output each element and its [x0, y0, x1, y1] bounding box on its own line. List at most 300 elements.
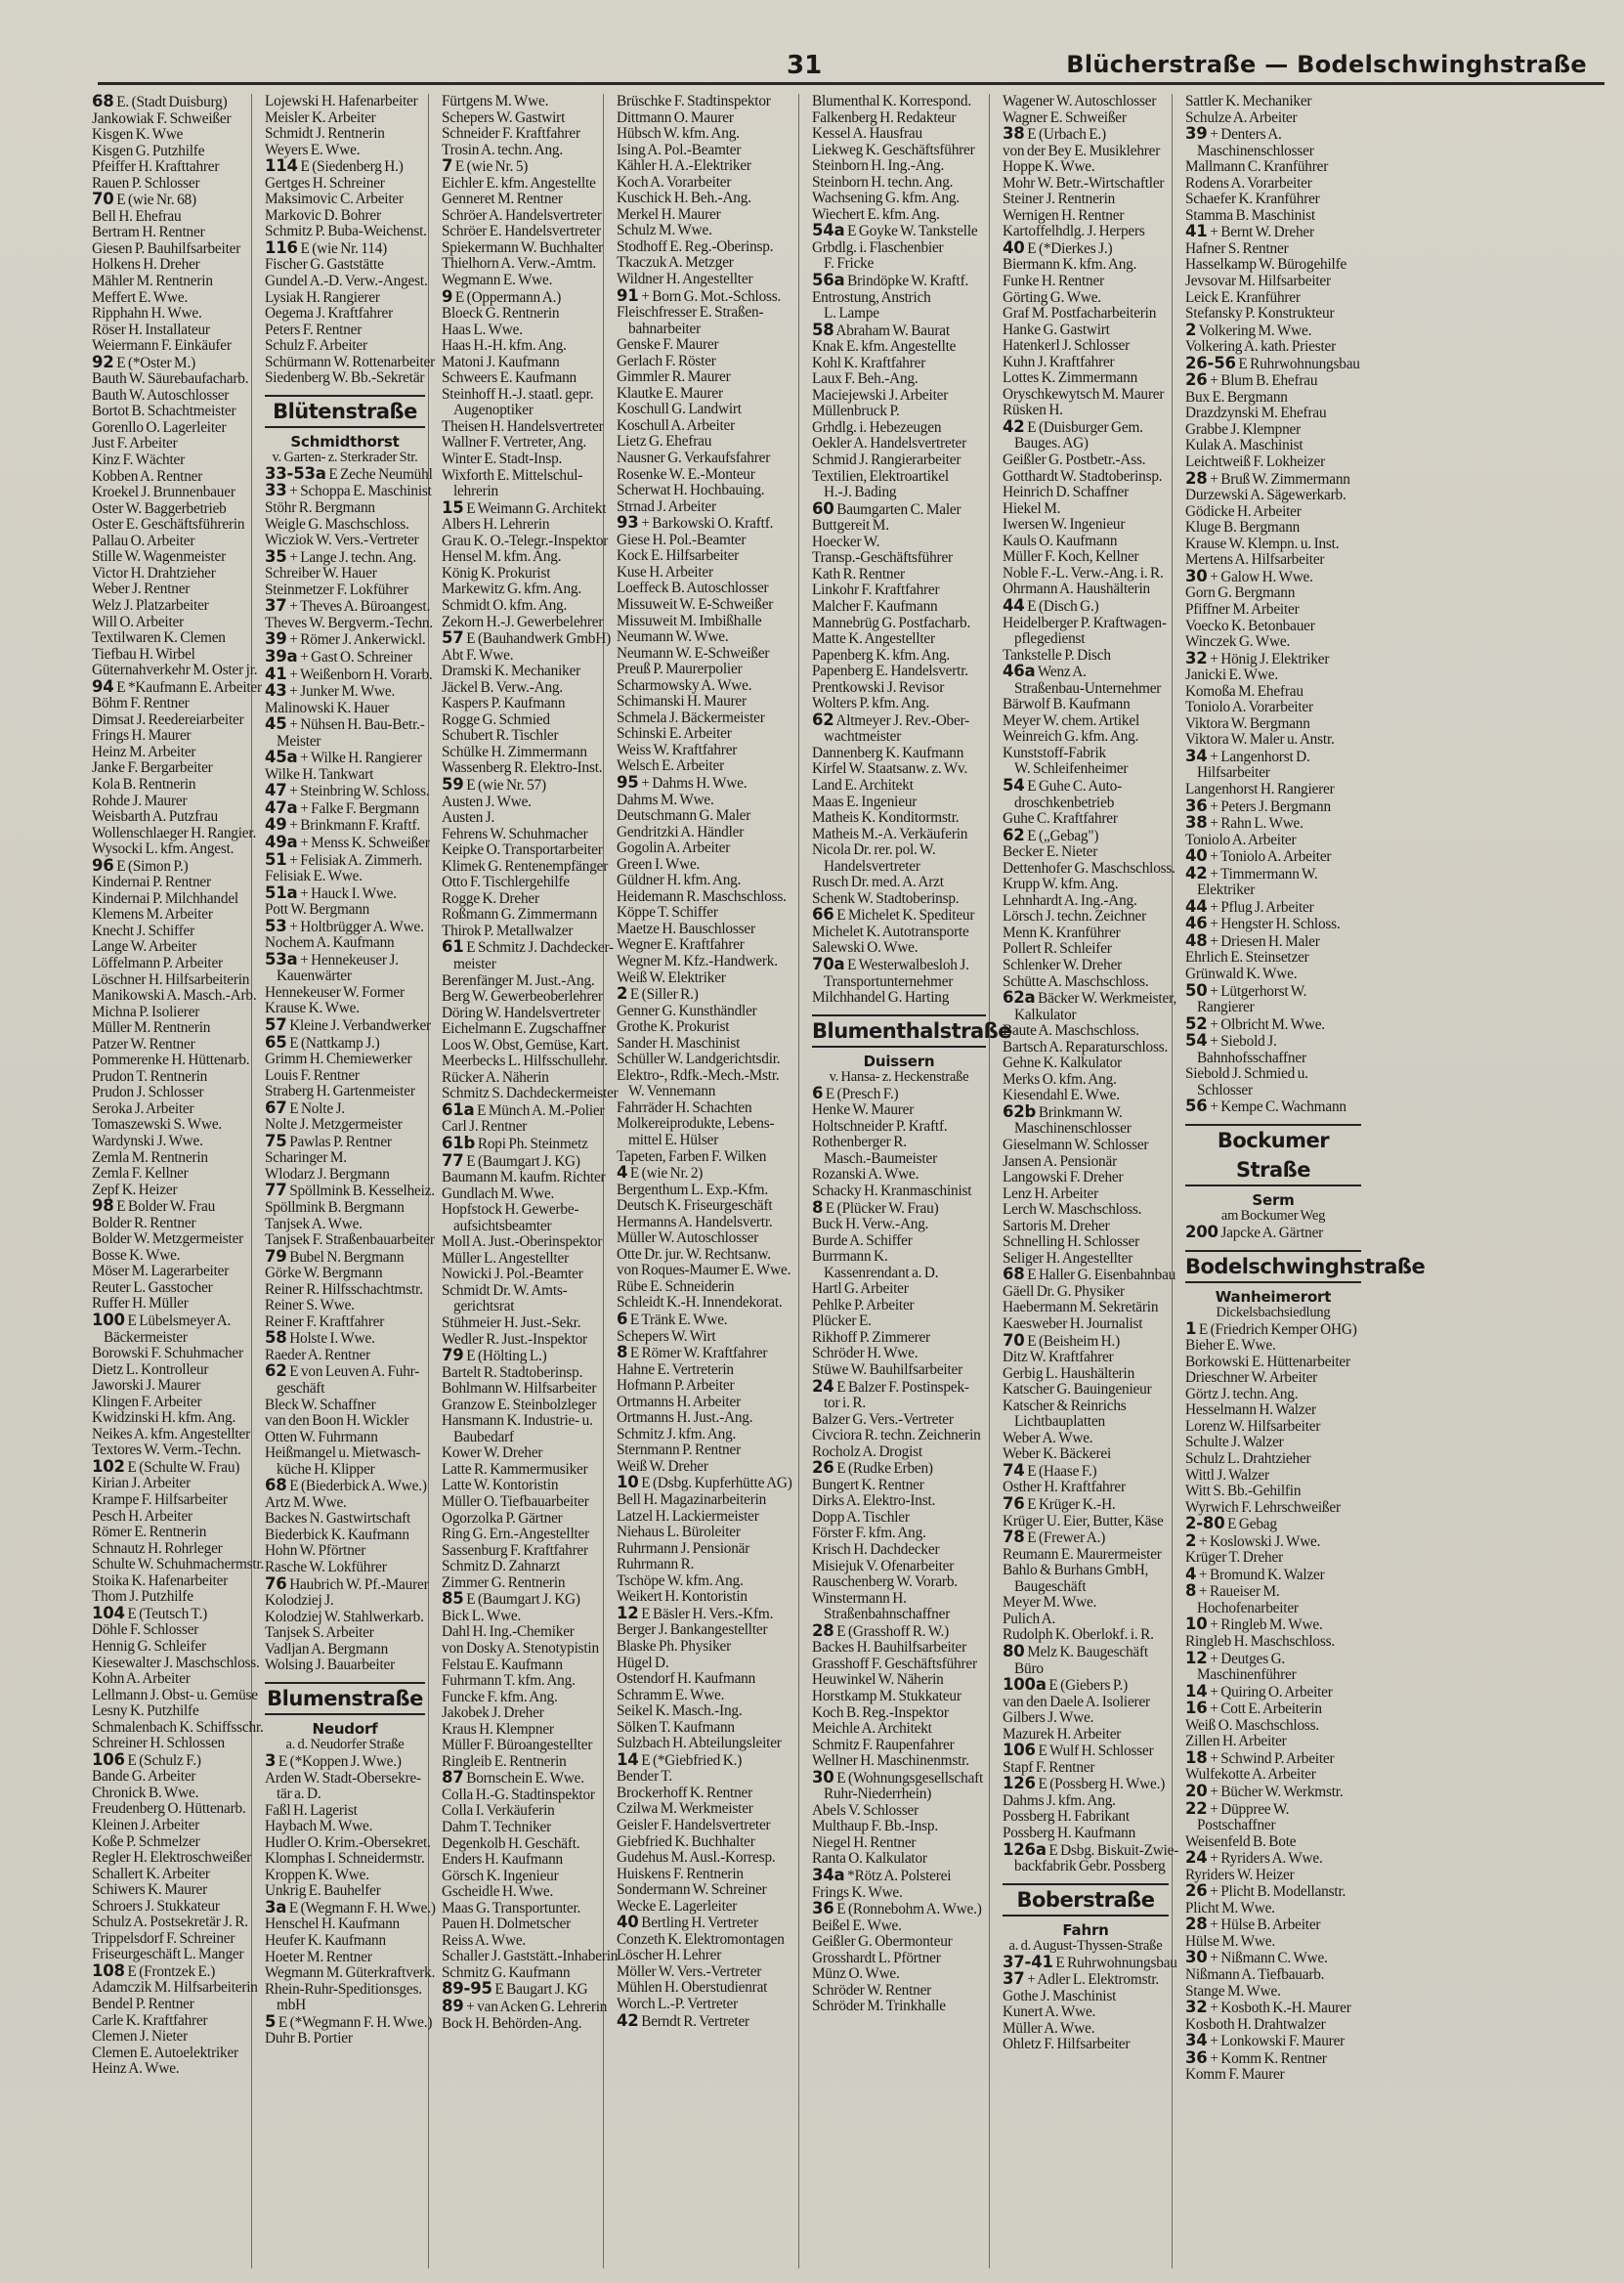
- directory-entry: [1003, 452, 1169, 469]
- entry-continuation: [265, 1462, 425, 1479]
- house-number: 2: [617, 984, 628, 1004]
- directory-entry: [92, 696, 248, 712]
- entry-text: Meister: [277, 732, 321, 750]
- entry-text: E Bäsler H. Vers.-Kfm.: [641, 1605, 774, 1622]
- directory-entry: [1003, 485, 1169, 501]
- directory-entry: [812, 1376, 986, 1397]
- entry-text: E Münch A. M.-Polier: [477, 1101, 605, 1119]
- directory-entry: [265, 1883, 425, 1900]
- entry-continuation: [812, 729, 986, 746]
- entry-continuation: [812, 1151, 986, 1168]
- entry-text: Zemla F. Kellner: [92, 1165, 189, 1183]
- entry-text: Ostendorf H. Kaufmann: [617, 1670, 756, 1688]
- directory-entry: [442, 827, 600, 843]
- directory-entry: [1003, 1366, 1169, 1383]
- entry-text: Volkering A. kath. Priester: [1185, 338, 1337, 356]
- entry-text: Prudon J. Schlosser: [92, 1084, 204, 1101]
- directory-entry: [265, 614, 433, 632]
- directory-entry: [617, 840, 795, 857]
- directory-entry: [1003, 290, 1169, 307]
- directory-entry: [442, 628, 611, 648]
- directory-entry: [265, 1413, 425, 1430]
- entry-text: Wixforth E. Mittelschul-: [442, 466, 583, 484]
- directory-entry: [812, 680, 986, 697]
- directory-entry: [812, 875, 986, 891]
- directory-entry: [617, 905, 795, 922]
- entry-text: Otten W. Fuhrmann: [265, 1428, 378, 1445]
- directory-entry: [442, 841, 603, 859]
- entry-text: + Felisiak A. Zimmerh.: [289, 851, 423, 869]
- entry-text: E Nolte J.: [289, 1099, 345, 1117]
- entry-text: Zillen H. Arbeiter: [1185, 1733, 1287, 1750]
- directory-entry: [617, 646, 795, 663]
- directory-entry: [1185, 1718, 1361, 1735]
- directory-entry: [442, 126, 600, 143]
- directory-entry: [442, 355, 600, 371]
- directory-entry: [617, 1589, 795, 1606]
- entry-text: E (Haase F.): [1027, 1462, 1097, 1480]
- directory-entry: [265, 949, 425, 969]
- house-number: 80: [1003, 1641, 1025, 1660]
- entry-text: Baute A. Maschschloss.: [1003, 1022, 1139, 1040]
- directory-entry: [265, 1231, 435, 1249]
- house-number: 62: [812, 710, 834, 729]
- entry-text: Lenz H. Arbeiter: [1003, 1185, 1099, 1202]
- entry-text: Steinhoff H.-J. staatl. gepr.: [442, 385, 594, 403]
- directory-entry: [92, 1231, 248, 1248]
- entry-text: Liekweg K. Geschäftsführer: [812, 141, 975, 158]
- directory-entry: [92, 338, 248, 355]
- directory-entry: [442, 1332, 600, 1349]
- entry-text: Thirok P. Metallwalzer: [442, 922, 574, 939]
- directory-entry: [812, 1966, 986, 1983]
- directory-entry: [442, 745, 600, 761]
- entry-text: Schröder W. Rentner: [812, 1981, 932, 1999]
- directory-entry: [442, 1917, 600, 1933]
- directory-entry: [265, 257, 425, 274]
- directory-entry: [812, 1803, 986, 1820]
- entry-text: Kock E. Hilfsarbeiter: [617, 547, 740, 565]
- entry-text: lehrerin: [453, 483, 498, 500]
- directory-entry: [442, 1150, 600, 1171]
- entry-text: Schröer A. Handelsvertreter: [442, 206, 602, 224]
- entry-text: Hübsch W. kfm. Ang.: [617, 125, 740, 143]
- directory-entry: [1185, 2000, 1361, 2017]
- directory-entry: [1185, 916, 1361, 933]
- entry-text: Bolder R. Rentner: [92, 1214, 196, 1231]
- entry-text: Manikowski A. Masch.-Arb.: [92, 987, 257, 1005]
- directory-entry: [265, 1200, 425, 1217]
- entry-text: Kindernai P. Rentner: [92, 874, 211, 891]
- entry-text: Guhe C. Kraftfahrer: [1003, 810, 1118, 828]
- directory-entry: [442, 795, 600, 811]
- directory-entry: [812, 1346, 986, 1362]
- directory-entry: [617, 1509, 795, 1526]
- directory-entry: [617, 1312, 795, 1329]
- entry-continuation: [617, 322, 795, 338]
- entry-text: + Rahn L. Wwe.: [1210, 815, 1303, 833]
- directory-entry: [617, 1964, 795, 1981]
- directory-entry: [617, 1850, 795, 1867]
- directory-entry: [92, 420, 248, 437]
- directory-entry: [617, 1230, 795, 1247]
- entry-text: Grünwald K. Wwe.: [1185, 965, 1298, 982]
- directory-entry: [1185, 1634, 1361, 1651]
- directory-entry: [1185, 716, 1361, 733]
- entry-text: + Langenhorst D.: [1210, 748, 1310, 765]
- directory-entry: [92, 501, 248, 518]
- entry-text: + Steinbring W. Schloss.: [289, 783, 430, 800]
- directory-entry: [442, 1884, 600, 1901]
- house-number: 40: [1003, 237, 1025, 257]
- entry-text: Kohl K. Kraftfahrer: [812, 354, 926, 371]
- entry-text: Bärwolf B. Kaufmann: [1003, 696, 1131, 713]
- directory-entry: [92, 891, 248, 908]
- directory-entry: [1185, 390, 1361, 407]
- directory-entry: [617, 337, 795, 354]
- directory-entry: [617, 451, 795, 467]
- entry-text: mittel E. Hülser: [628, 1132, 719, 1148]
- house-number: 42: [617, 2010, 639, 2030]
- directory-entry: [812, 761, 986, 778]
- entry-text: Siedenberg W. Bb.-Sekretär: [265, 369, 425, 387]
- entry-text: + Dahms H. Wwe.: [641, 774, 748, 792]
- house-number: 89-95: [442, 1979, 492, 1999]
- directory-entry: [92, 615, 248, 631]
- house-number: 87: [442, 1768, 464, 1788]
- directory-entry: [1185, 1883, 1361, 1901]
- entry-text: Wagner E. Schweißer: [1003, 108, 1127, 126]
- directory-entry: [812, 1705, 986, 1722]
- entry-text: Berenfänger M. Just.-Ang.: [442, 971, 595, 989]
- directory-entry: [442, 1658, 600, 1674]
- entry-text: E (Duisburger Gem.: [1027, 418, 1143, 436]
- directory-entry: [265, 110, 425, 127]
- entry-text: Mazurek H. Arbeiter: [1003, 1725, 1122, 1743]
- directory-entry: [1003, 1677, 1169, 1695]
- directory-entry: [442, 907, 600, 924]
- entry-text: Dirks A. Elektro-Inst.: [812, 1492, 936, 1510]
- directory-entry: [1003, 176, 1169, 193]
- directory-entry: [812, 1478, 986, 1494]
- entry-continuation: [617, 1133, 795, 1149]
- directory-entry: [1003, 257, 1169, 274]
- entry-text: Klimek G. Rentenempfänger: [442, 857, 609, 875]
- directory-entry: [1003, 1284, 1169, 1301]
- entry-text: Weber A. Wwe.: [1003, 1429, 1093, 1446]
- entry-text: Heidemann R. Maschschloss.: [617, 887, 787, 905]
- house-number: 30: [812, 1767, 834, 1787]
- directory-entry: [92, 1818, 248, 1834]
- directory-entry: [1003, 1023, 1169, 1040]
- directory-entry: [92, 371, 248, 388]
- house-number: 12: [1185, 1648, 1208, 1667]
- directory-entry: [1185, 126, 1361, 144]
- entry-text: Backes N. Gastwirtschaft: [265, 1510, 411, 1528]
- entry-continuation: [442, 484, 600, 500]
- directory-entry: [265, 2031, 425, 2047]
- entry-text: Winter E. Stadt-Insp.: [442, 451, 563, 468]
- directory-entry: [442, 1267, 600, 1283]
- house-number: 50: [1185, 980, 1208, 1000]
- directory-entry: [812, 1428, 986, 1444]
- directory-entry: [1185, 1355, 1361, 1371]
- entry-text: Weiß W. Elektriker: [617, 969, 726, 986]
- house-number: 32: [1185, 648, 1208, 668]
- house-number: 34a: [812, 1865, 845, 1884]
- directory-entry: [442, 1852, 600, 1869]
- entry-text: Buttgereit M.: [812, 517, 889, 535]
- directory-entry: [1185, 863, 1361, 883]
- directory-entry: [1185, 930, 1361, 951]
- column-5: [812, 93, 1011, 2268]
- entry-continuation: [1185, 144, 1361, 160]
- entry-text: Misiejuk V. Ofenarbeiter: [812, 1557, 955, 1574]
- entry-text: Rudolph K. Oberlokf. i. R.: [1003, 1626, 1154, 1644]
- entry-text: Haas L. Wwe.: [442, 321, 523, 338]
- entry-text: E (Siller R.): [629, 986, 699, 1004]
- entry-continuation: [812, 974, 986, 991]
- directory-entry: [442, 497, 607, 518]
- house-number: 60: [812, 498, 834, 518]
- entry-text: Holste I. Wwe.: [289, 1330, 375, 1348]
- entry-text: Kinz F. Wächter: [92, 452, 186, 469]
- house-number: 70: [1003, 1330, 1025, 1350]
- entry-text: Schmidt O. kfm. Ang.: [442, 596, 568, 614]
- directory-entry: [1003, 208, 1169, 225]
- directory-entry: [617, 1834, 795, 1851]
- house-number: 20: [1185, 1781, 1208, 1800]
- entry-text: Beißel E. Wwe.: [812, 1917, 902, 1934]
- entry-text: Güldner H. kfm. Ang.: [617, 872, 742, 889]
- street-heading: Bodelschwinghstraße: [1185, 1250, 1361, 1283]
- entry-text: Hahne E. Vertreterin: [617, 1360, 734, 1378]
- entry-text: van den Daele A. Isolierer: [1003, 1693, 1150, 1710]
- directory-entry: [1003, 844, 1169, 861]
- entry-text: Zemla M. Rentnerin: [92, 1148, 208, 1166]
- directory-entry: [92, 274, 248, 290]
- entry-text: E Haller G. Eisenbahnbau: [1027, 1267, 1176, 1284]
- directory-entry: [1003, 566, 1169, 582]
- directory-entry: [442, 306, 600, 323]
- directory-entry: [1185, 488, 1361, 504]
- entry-text: + Theves A. Büroangest.: [289, 598, 431, 616]
- entry-continuation: [1003, 1414, 1169, 1431]
- entry-text: Stodhoff E. Reg.-Oberinsp.: [617, 237, 774, 255]
- directory-entry: [92, 257, 248, 274]
- entry-continuation: [1003, 1008, 1169, 1024]
- directory-entry: [92, 1573, 248, 1590]
- entry-text: Wilke H. Tankwart: [265, 765, 374, 783]
- entry-text: Schubert R. Tischler: [442, 727, 559, 745]
- entry-text: Drieschner W. Arbeiter: [1185, 1369, 1318, 1387]
- directory-entry: [1003, 1563, 1169, 1579]
- directory-entry: [92, 388, 248, 405]
- directory-entry: [1185, 1934, 1361, 1951]
- directory-entry: [442, 1462, 600, 1479]
- house-number: 52: [1185, 1013, 1208, 1033]
- directory-entry: [1185, 1950, 1361, 1967]
- entry-text: Lellmann J. Obst- u. Gemüse: [92, 1686, 258, 1703]
- entry-text: Kirfel W. Staatsanw. z. Wv.: [812, 760, 968, 778]
- directory-entry: [442, 1233, 603, 1251]
- house-number: 54: [1003, 775, 1025, 795]
- entry-text: E (Ronnebohm A. Wwe.): [836, 1901, 982, 1918]
- entry-text: Trosin A. techn. Ang.: [442, 141, 563, 158]
- directory-entry: [442, 1169, 606, 1186]
- directory-entry: [265, 1610, 425, 1626]
- entry-text: Janke F. Bergarbeiter: [92, 759, 213, 777]
- entry-text: H.-J. Bading: [824, 484, 897, 501]
- entry-text: Rübe E. Schneiderin: [617, 1277, 735, 1295]
- entry-text: Bungert K. Rentner: [812, 1476, 924, 1493]
- directory-entry: [1185, 1767, 1361, 1784]
- entry-text: Schulz M. Wwe.: [617, 222, 712, 239]
- directory-entry: [1003, 1186, 1169, 1203]
- entry-continuation: [1185, 1818, 1361, 1834]
- entry-text: Papenberg K. kfm. Ang.: [812, 646, 951, 664]
- directory-entry: [265, 1001, 425, 1017]
- entry-text: Klautke E. Maurer: [617, 384, 723, 402]
- entry-text: Stüwe W. Bauhilfsarbeiter: [812, 1361, 963, 1379]
- house-number: 79: [265, 1246, 287, 1266]
- entry-text: E Römer W. Kraftfahrer: [629, 1345, 768, 1362]
- entry-text: Koschull G. Landwirt: [617, 401, 742, 418]
- directory-entry: [1185, 1798, 1361, 1819]
- entry-text: Tankstelle P. Disch: [1003, 646, 1111, 664]
- entry-text: Gudehus M. Ausl.-Korresp.: [617, 1849, 776, 1867]
- entry-text: Loeffeck B. Autoschlosser: [617, 580, 769, 597]
- directory-entry: [442, 94, 600, 110]
- entry-text: Fehrens W. Schuhmacher: [442, 825, 588, 842]
- directory-entry: [92, 1198, 248, 1216]
- house-number: 46: [1185, 914, 1208, 933]
- entry-text: Müllenbruck P.: [812, 403, 900, 420]
- entry-text: Dopp A. Tischler: [812, 1508, 910, 1526]
- directory-entry: [1003, 1776, 1169, 1793]
- entry-text: Mannebrüg G. Postfacharb.: [812, 614, 971, 631]
- entry-text: Bick L. Wwe.: [442, 1607, 522, 1624]
- entry-text: Rusch Dr. med. A. Arzt: [812, 874, 944, 891]
- house-number: 9: [442, 286, 453, 306]
- entry-text: Schulte J. Walzer: [1185, 1434, 1284, 1451]
- directory-entry: [1185, 1781, 1361, 1801]
- entry-text: Görting G. Wwe.: [1003, 288, 1101, 306]
- entry-text: + Born G. Mot.-Schloss.: [641, 287, 782, 305]
- entry-text: Löscher H. Lehrer: [617, 1947, 722, 1964]
- entry-text: Ruhrmann R.: [617, 1556, 695, 1573]
- directory-entry: [442, 435, 600, 452]
- directory-entry: [1185, 537, 1361, 553]
- directory-entry: [812, 1640, 986, 1657]
- house-number: 24: [1185, 1848, 1208, 1868]
- directory-entry: [442, 452, 600, 468]
- entry-text: E *Kaufmann E. Arbeiter: [116, 678, 262, 696]
- entry-text: Masch.-Baumeister: [824, 1149, 937, 1167]
- entry-text: + Brinkmann F. Kraftf.: [289, 817, 421, 835]
- house-number: 30: [1185, 1948, 1208, 1967]
- entry-text: Hochofenarbeiter: [1197, 1599, 1299, 1616]
- directory-entry: [1185, 208, 1361, 225]
- entry-text: F. Fricke: [824, 255, 875, 273]
- directory-entry: [442, 1036, 609, 1055]
- directory-entry: [442, 875, 600, 891]
- directory-entry: [1185, 1098, 1361, 1116]
- entry-text: Ringleb H. Maschschloss.: [1185, 1633, 1335, 1651]
- directory-entry: [1003, 159, 1169, 176]
- entry-text: Ruhrmann J. Pensionär: [617, 1539, 750, 1557]
- entry-text: E (Baumgart J. KG): [466, 1152, 580, 1170]
- entry-text: Rauen P. Schlosser: [92, 174, 200, 192]
- entry-text: Clemen E. Autoelektriker: [92, 2044, 238, 2061]
- entry-text: bahnarbeiter: [628, 320, 702, 337]
- directory-entry: [265, 323, 425, 339]
- directory-entry: [92, 1183, 248, 1199]
- entry-text: Molkereiprodukte, Lebens-: [617, 1115, 775, 1133]
- directory-entry: [442, 937, 614, 957]
- entry-continuation: [92, 1330, 248, 1347]
- entry-text: Kiesendahl E. Wwe.: [1003, 1087, 1120, 1104]
- page-header: [98, 47, 1604, 85]
- entry-text: Weiss W. Kraftfahrer: [617, 741, 738, 758]
- entry-text: Graf M. Postfacharbeiterin: [1003, 305, 1157, 323]
- directory-entry: [442, 224, 600, 240]
- directory-entry: [265, 1298, 425, 1314]
- directory-entry: [617, 1443, 795, 1459]
- directory-entry: [812, 795, 986, 811]
- entry-text: Gorn G. Bergmann: [1185, 584, 1296, 602]
- entry-text: Klingen F. Arbeiter: [92, 1393, 202, 1410]
- entry-text: Schmitz G. Kaufmann: [442, 1963, 571, 1981]
- directory-entry: [617, 565, 795, 582]
- entry-text: Scharinger M.: [265, 1149, 347, 1167]
- entry-continuation: [1185, 1083, 1361, 1099]
- directory-entry: [1003, 713, 1169, 730]
- house-number: 2-80: [1185, 1514, 1225, 1533]
- directory-entry: [1185, 552, 1361, 569]
- entry-text: + Nühsen H. Bau-Betr.-: [289, 716, 425, 734]
- entry-text: Theisen H. Handelsvertreter: [442, 417, 604, 435]
- directory-entry: [442, 110, 600, 127]
- entry-text: Schmid J. Rangierarbeiter: [812, 452, 962, 469]
- directory-entry: [1003, 2037, 1169, 2053]
- entry-text: Bartsch A. Reparaturschloss.: [1003, 1038, 1169, 1055]
- directory-entry: [617, 158, 795, 175]
- directory-entry: [617, 1279, 795, 1296]
- house-number: 10: [617, 1473, 639, 1492]
- directory-entry: [265, 273, 428, 290]
- directory-entry: [92, 144, 248, 160]
- entry-text: E (wie Nr. 2): [629, 1165, 704, 1183]
- entry-text: Dietz L. Kontrolleur: [92, 1360, 209, 1378]
- house-number: 33-53a: [265, 463, 326, 483]
- directory-entry: [617, 772, 795, 793]
- house-number: 57: [265, 1014, 287, 1034]
- directory-entry: [92, 676, 262, 697]
- directory-entry: [1185, 1616, 1361, 1634]
- entry-continuation: [812, 1266, 986, 1282]
- entry-text: + Hennekeuser J.: [300, 951, 399, 969]
- directory-entry: [1185, 1648, 1361, 1668]
- house-number: 126: [1003, 1774, 1036, 1793]
- district-name: Schmidthorst: [290, 432, 400, 451]
- entry-text: Reiner F. Kraftfahrer: [265, 1313, 385, 1330]
- entry-text: Tiefbau H. Wirbel: [92, 645, 195, 663]
- directory-entry: [812, 1298, 986, 1314]
- entry-text: Gendritzki A. Händler: [617, 823, 745, 840]
- directory-entry: [92, 485, 248, 501]
- house-number: 8: [617, 1343, 628, 1362]
